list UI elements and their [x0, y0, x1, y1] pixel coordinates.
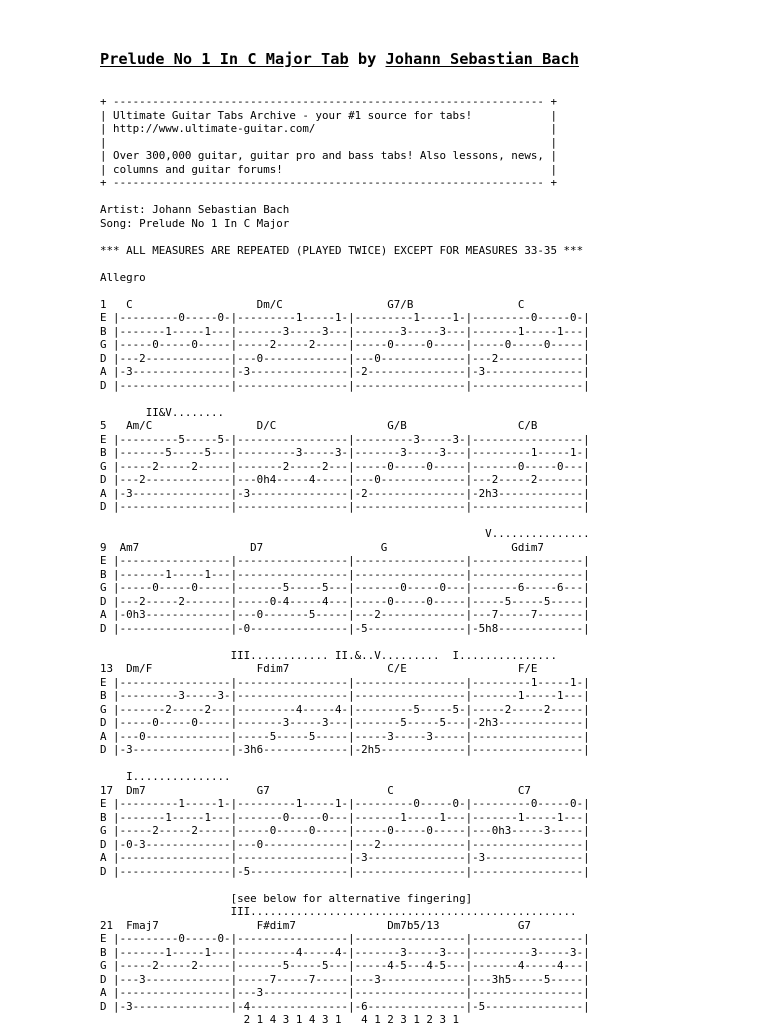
- tab-line: G |-----2-----2-----|-------2-----2---|-----0-----0-----|-------0-----0---|: [100, 459, 590, 473]
- tab-line: G |-----0-----0-----|-------5-----5---|-------0-----0---|-------6-----6---|: [100, 581, 590, 594]
- tab-line: D |---2-------------|---0h4-----4-----|---0-------------|---2-----2-------|: [100, 473, 590, 486]
- tab-line: A |-----------------|---3-------------|-----------------|-----------------|: [100, 986, 590, 999]
- tab-body: [100, 95, 590, 1027]
- tab-line: B |-------1-----1---|-----------------|-----------------|-----------------|: [100, 567, 590, 581]
- tab-line: E |-----------------|-----------------|-----------------|-----------------|: [100, 554, 590, 567]
- tab-line: B |-------5-----5---|---------3-----3-|-------3-----3---|---------1-----1-|: [100, 446, 590, 459]
- tab-line: D |-----------------|-5---------------|-----------------|-----------------|: [100, 864, 590, 878]
- tab-line: G |-----2-----2-----|-------5-----5---|-----4-5---4-5---|-------4-----4---|: [100, 959, 590, 972]
- tab-line: 1 C Dm/C G7/B C: [100, 297, 525, 311]
- tab-line: | http://www.ultimate-guitar.com/ |: [100, 122, 557, 135]
- tab-line: D |-3---------------|-4---------------|-6---------------|-5---------------|: [100, 999, 590, 1013]
- tab-line: D |-0-3-------------|---0-------------|---2-------------|-----------------|: [100, 837, 590, 851]
- tab-line: 13 Dm/F Fdim7 C/E F/E: [100, 662, 538, 675]
- tab-line: II&V........: [100, 405, 225, 419]
- tab-line: V...............: [100, 527, 590, 540]
- tab-line: + ------------------------------------------------------------------ +: [100, 176, 557, 189]
- tab-line: E |---------0-----0-|-----------------|-----------------|-----------------|: [100, 932, 590, 945]
- tab-line: D |-----------------|-----------------|-----------------|-----------------|: [100, 500, 590, 513]
- tab-line: 17 Dm7 G7 C C7: [100, 783, 531, 797]
- tab-line: 21 Fmaj7 F#dim7 Dm7b5/13 G7: [100, 918, 531, 932]
- tab-line: Song: Prelude No 1 In C Major: [100, 216, 290, 230]
- tab-line: Allegro: [100, 270, 146, 284]
- tab-line: E |---------0-----0-|---------1-----1-|---------1-----1-|---------0-----0-|: [100, 311, 590, 324]
- tab-line: A |---0-------------|-----5-----5-----|-----3-----3-----|-----------------|: [100, 729, 590, 743]
- tab-line: D |-----0-----0-----|-------3-----3---|-------5-----5---|-2h3-------------|: [100, 716, 590, 729]
- tab-line: E |---------5-----5-|-----------------|---------3-----3-|-----------------|: [100, 432, 590, 446]
- tab-line: B |-------1-----1---|-------3-----3---|-------3-----3---|-------1-----1---|: [100, 324, 590, 338]
- tab-line: I...............: [100, 770, 231, 783]
- artist-link[interactable]: Johann Sebastian Bach: [385, 50, 579, 68]
- tab-line: E |-----------------|-----------------|-----------------|---------1-----1-|: [100, 675, 590, 689]
- tab-line: Artist: Johann Sebastian Bach: [100, 203, 290, 216]
- tab-line: *** ALL MEASURES ARE REPEATED (PLAYED TWICE) EXCEPT FOR MEASURES 33-35 ***: [100, 243, 584, 257]
- tab-line: D |-----------------|-0---------------|-5---------------|-5h8-------------|: [100, 621, 590, 635]
- tab-line: D |---3-------------|-----7-----7-----|---3-------------|---3h5-----5-----|: [100, 972, 590, 986]
- tab-line: A |-3---------------|-3---------------|-2---------------|-2h3-------------|: [100, 486, 590, 500]
- tab-line: [see below for alternative fingering]: [100, 891, 473, 905]
- song-title-link[interactable]: Prelude No 1 In C Major Tab: [100, 50, 349, 68]
- tab-line: G |-----0-----0-----|-----2-----2-----|-----0-----0-----|-----0-----0-----|: [100, 338, 590, 351]
- tab-line: | Ultimate Guitar Tabs Archive - your #1 source for tabs! |: [100, 108, 557, 122]
- tab-line: B |---------3-----3-|-----------------|-----------------|-------1-----1---|: [100, 689, 590, 702]
- tab-line: D |-----------------|-----------------|-----------------|-----------------|: [100, 378, 590, 392]
- tab-line: D |---2-----2-------|-----0-4-----4---|-----0-----0-----|-----5-----5-----|: [100, 594, 590, 608]
- tab-line: + ------------------------------------------------------------------ +: [100, 95, 557, 108]
- tab-line: G |-------2-----2---|---------4-----4-|---------5-----5-|-----2-----2-----|: [100, 702, 590, 716]
- tab-line: III..................................................: [100, 905, 577, 918]
- tab-line: 5 Am/C D/C G/B C/B: [100, 419, 538, 432]
- tab-line: A |-----------------|-----------------|-3---------------|-3---------------|: [100, 851, 590, 864]
- tab-line: 9 Am7 D7 G Gdim7: [100, 540, 544, 554]
- tab-line: | Over 300,000 guitar, guitar pro and bass tabs! Also lessons, news, |: [100, 149, 557, 162]
- by-label: by: [357, 50, 377, 68]
- tab-line: D |-3---------------|-3h6-------------|-2h5-------------|-----------------|: [100, 743, 590, 756]
- tab-line: G |-----2-----2-----|-----0-----0-----|-----0-----0-----|---0h3-----3-----|: [100, 824, 590, 837]
- tab-line: A |-3---------------|-3---------------|-2---------------|-3---------------|: [100, 365, 590, 378]
- page-title: [100, 50, 579, 68]
- tab-line: 2 1 4 3 1 4 3 1 4 1 2 3 1 2 3 1: [100, 1013, 460, 1026]
- tab-line: D |---2-------------|---0-------------|---0-------------|---2-------------|: [100, 351, 590, 365]
- tab-line: E |---------1-----1-|---------1-----1-|---------0-----0-|---------0-----0-|: [100, 797, 590, 810]
- tab-line: B |-------1-----1---|-------0-----0---|-------1-----1---|-------1-----1---|: [100, 810, 590, 824]
- tab-line: | |: [100, 135, 557, 149]
- tab-line: | columns and guitar forums! |: [100, 162, 557, 176]
- tab-line: B |-------1-----1---|---------4-----4-|-------3-----3---|---------3-----3-|: [100, 945, 590, 959]
- tab-line: III............ II.&..V......... I...............: [100, 648, 557, 662]
- tab-line: A |-0h3-------------|---0-------5-----|---2-------------|---7-----7-------|: [100, 608, 590, 621]
